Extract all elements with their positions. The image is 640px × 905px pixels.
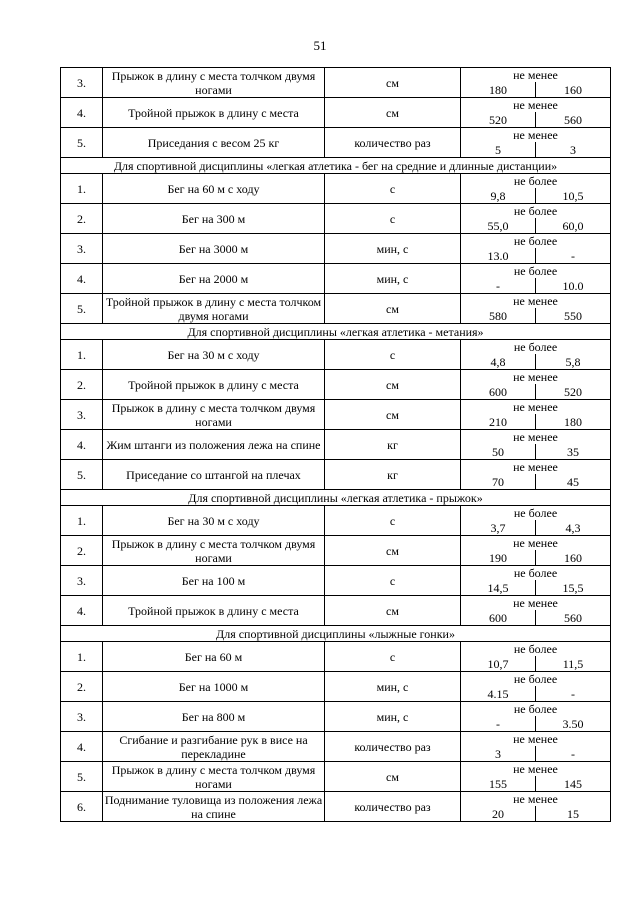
value-boys: 55,0 <box>461 218 536 234</box>
exercise-name: Поднимание туловища из положения лежа на спине <box>103 792 325 822</box>
exercise-name: Бег на 100 м <box>103 566 325 596</box>
condition-label: не более <box>461 340 611 355</box>
value-boys: 600 <box>461 384 536 400</box>
value-boys: 3 <box>461 746 536 762</box>
condition-label: не менее <box>461 400 611 415</box>
row-number: 1. <box>61 340 103 370</box>
exercise-name: Бег на 2000 м <box>103 264 325 294</box>
exercise-name: Бег на 60 м с ходу <box>103 174 325 204</box>
row-number: 4. <box>61 98 103 128</box>
unit-of-measure: кг <box>325 460 461 490</box>
table-row <box>61 294 611 309</box>
value-boys: 520 <box>461 112 536 128</box>
section-heading-row <box>61 158 611 174</box>
condition-label: не менее <box>461 430 611 445</box>
table-row <box>61 536 611 551</box>
exercise-name: Приседание со штангой на плечах <box>103 460 325 490</box>
table-row <box>61 430 611 445</box>
table-row <box>61 732 611 747</box>
value-girls: 3.50 <box>536 716 611 732</box>
condition-label: не менее <box>461 294 611 309</box>
exercise-name: Прыжок в длину с места толчком двумя ногами <box>103 68 325 98</box>
unit-of-measure: см <box>325 370 461 400</box>
row-number: 4. <box>61 732 103 762</box>
condition-label: не менее <box>461 68 611 83</box>
unit-of-measure: см <box>325 762 461 792</box>
row-number: 2. <box>61 672 103 702</box>
value-boys: 3,7 <box>461 520 536 536</box>
value-girls: 10,5 <box>536 188 611 204</box>
condition-label: не менее <box>461 732 611 747</box>
section-heading-row <box>61 626 611 642</box>
value-boys: 70 <box>461 474 536 490</box>
table-row <box>61 506 611 521</box>
value-girls: 520 <box>536 384 611 400</box>
unit-of-measure: см <box>325 400 461 430</box>
condition-label: не менее <box>461 370 611 385</box>
value-girls: - <box>536 746 611 762</box>
unit-of-measure: с <box>325 204 461 234</box>
section-title: Для спортивной дисциплины «легкая атлетика - метания» <box>61 324 611 340</box>
value-girls: 45 <box>536 474 611 490</box>
value-girls: 560 <box>536 112 611 128</box>
exercise-name: Прыжок в длину с места толчком двумя ногами <box>103 762 325 792</box>
value-girls: 15 <box>536 806 611 822</box>
unit-of-measure: с <box>325 506 461 536</box>
condition-label: не более <box>461 702 611 717</box>
table-row <box>61 370 611 385</box>
value-boys: 4,8 <box>461 354 536 370</box>
unit-of-measure: см <box>325 596 461 626</box>
value-girls: 550 <box>536 308 611 324</box>
unit-of-measure: мин, с <box>325 264 461 294</box>
value-girls: 10.0 <box>536 278 611 294</box>
value-boys: 13.0 <box>461 248 536 264</box>
exercise-name: Бег на 300 м <box>103 204 325 234</box>
value-girls: 60,0 <box>536 218 611 234</box>
value-girls: 3 <box>536 142 611 158</box>
unit-of-measure: количество раз <box>325 128 461 158</box>
value-boys: 9,8 <box>461 188 536 204</box>
unit-of-measure: кг <box>325 430 461 460</box>
value-boys: 180 <box>461 82 536 98</box>
condition-label: не более <box>461 174 611 189</box>
condition-label: не менее <box>461 536 611 551</box>
table-row <box>61 204 611 219</box>
unit-of-measure: количество раз <box>325 732 461 762</box>
exercise-name: Бег на 30 м с ходу <box>103 340 325 370</box>
exercise-name: Бег на 30 м с ходу <box>103 506 325 536</box>
condition-label: не менее <box>461 792 611 807</box>
table-row <box>61 264 611 279</box>
table-row <box>61 762 611 777</box>
value-boys: 14,5 <box>461 580 536 596</box>
row-number: 3. <box>61 566 103 596</box>
value-boys: 600 <box>461 610 536 626</box>
table-row <box>61 702 611 717</box>
value-boys: - <box>461 716 536 732</box>
exercise-name: Жим штанги из положения лежа на спине <box>103 430 325 460</box>
condition-label: не более <box>461 566 611 581</box>
value-girls: 145 <box>536 776 611 792</box>
row-number: 5. <box>61 294 103 324</box>
condition-label: не более <box>461 642 611 657</box>
value-boys: 20 <box>461 806 536 822</box>
table-row <box>61 68 611 83</box>
table-row <box>61 340 611 355</box>
table-row <box>61 98 611 113</box>
exercise-name: Тройной прыжок в длину с места <box>103 98 325 128</box>
value-boys: 155 <box>461 776 536 792</box>
value-girls: 35 <box>536 444 611 460</box>
unit-of-measure: см <box>325 98 461 128</box>
unit-of-measure: с <box>325 566 461 596</box>
table-row <box>61 566 611 581</box>
value-girls: 160 <box>536 82 611 98</box>
unit-of-measure: мин, с <box>325 672 461 702</box>
condition-label: не более <box>461 506 611 521</box>
value-girls: 15,5 <box>536 580 611 596</box>
exercise-name: Прыжок в длину с места толчком двумя ногами <box>103 536 325 566</box>
table-row <box>61 596 611 611</box>
value-girls: 160 <box>536 550 611 566</box>
table-row <box>61 672 611 687</box>
value-boys: - <box>461 278 536 294</box>
exercise-name: Сгибание и разгибание рук в висе на перекладине <box>103 732 325 762</box>
value-boys: 190 <box>461 550 536 566</box>
section-title: Для спортивной дисциплины «легкая атлетика - прыжок» <box>61 490 611 506</box>
exercise-name: Тройной прыжок в длину с места толчком двумя ногами <box>103 294 325 324</box>
row-number: 2. <box>61 204 103 234</box>
table-row <box>61 792 611 807</box>
condition-label: не менее <box>461 596 611 611</box>
value-girls: 11,5 <box>536 656 611 672</box>
row-number: 5. <box>61 128 103 158</box>
row-number: 1. <box>61 174 103 204</box>
unit-of-measure: мин, с <box>325 702 461 732</box>
table-row <box>61 400 611 415</box>
value-boys: 10,7 <box>461 656 536 672</box>
condition-label: не более <box>461 672 611 687</box>
row-number: 4. <box>61 264 103 294</box>
table-row <box>61 174 611 189</box>
row-number: 2. <box>61 370 103 400</box>
table-row <box>61 128 611 143</box>
row-number: 3. <box>61 702 103 732</box>
condition-label: не менее <box>461 460 611 475</box>
row-number: 4. <box>61 596 103 626</box>
exercise-name: Бег на 60 м <box>103 642 325 672</box>
condition-label: не более <box>461 234 611 249</box>
value-boys: 5 <box>461 142 536 158</box>
unit-of-measure: см <box>325 536 461 566</box>
unit-of-measure: мин, с <box>325 234 461 264</box>
condition-label: не более <box>461 204 611 219</box>
row-number: 1. <box>61 506 103 536</box>
value-girls: - <box>536 248 611 264</box>
table-row <box>61 460 611 475</box>
value-boys: 210 <box>461 414 536 430</box>
exercise-name: Тройной прыжок в длину с места <box>103 596 325 626</box>
row-number: 5. <box>61 460 103 490</box>
section-title: Для спортивной дисциплины «лыжные гонки» <box>61 626 611 642</box>
row-number: 5. <box>61 762 103 792</box>
exercise-name: Приседания с весом 25 кг <box>103 128 325 158</box>
value-girls: 4,3 <box>536 520 611 536</box>
row-number: 4. <box>61 430 103 460</box>
section-heading-row <box>61 324 611 340</box>
value-girls: 180 <box>536 414 611 430</box>
row-number: 1. <box>61 642 103 672</box>
value-boys: 580 <box>461 308 536 324</box>
row-number: 3. <box>61 234 103 264</box>
value-boys: 50 <box>461 444 536 460</box>
unit-of-measure: с <box>325 642 461 672</box>
condition-label: не более <box>461 264 611 279</box>
value-girls: 5,8 <box>536 354 611 370</box>
table-row <box>61 234 611 249</box>
table-row <box>61 642 611 657</box>
condition-label: не менее <box>461 98 611 113</box>
row-number: 3. <box>61 68 103 98</box>
unit-of-measure: см <box>325 68 461 98</box>
unit-of-measure: с <box>325 174 461 204</box>
unit-of-measure: см <box>325 294 461 324</box>
exercise-name: Бег на 800 м <box>103 702 325 732</box>
section-heading-row <box>61 490 611 506</box>
value-girls: 560 <box>536 610 611 626</box>
row-number: 2. <box>61 536 103 566</box>
section-title: Для спортивной дисциплины «легкая атлетика - бег на средние и длинные дистанции» <box>61 158 611 174</box>
exercise-name: Прыжок в длину с места толчком двумя ногами <box>103 400 325 430</box>
exercise-name: Бег на 1000 м <box>103 672 325 702</box>
value-boys: 4.15 <box>461 686 536 702</box>
standards-table <box>60 67 611 822</box>
page-number: 51 <box>313 38 327 53</box>
row-number: 3. <box>61 400 103 430</box>
row-number: 6. <box>61 792 103 822</box>
unit-of-measure: с <box>325 340 461 370</box>
condition-label: не менее <box>461 762 611 777</box>
value-girls: - <box>536 686 611 702</box>
condition-label: не менее <box>461 128 611 143</box>
exercise-name: Тройной прыжок в длину с места <box>103 370 325 400</box>
exercise-name: Бег на 3000 м <box>103 234 325 264</box>
unit-of-measure: количество раз <box>325 792 461 822</box>
